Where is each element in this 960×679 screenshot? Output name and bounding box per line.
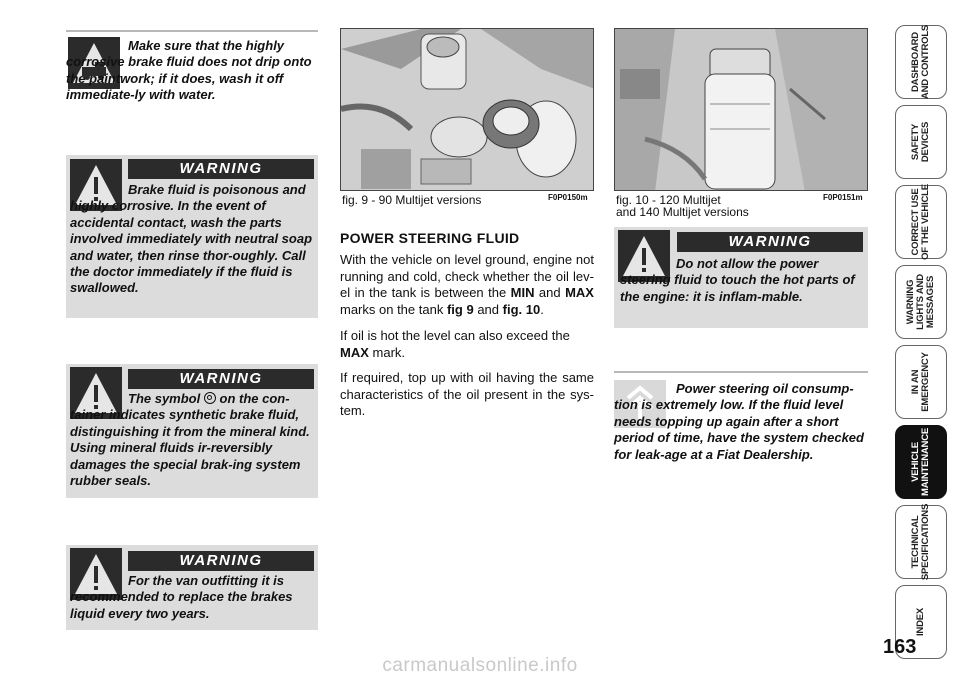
p2-text-b: mark.: [372, 344, 406, 360]
tab-label: INDEX: [915, 607, 926, 637]
tab-label: WARNING LIGHTS AND MESSAGES: [905, 274, 936, 330]
figure-9-caption: fig. 9 - 90 Multijet versions: [342, 193, 482, 207]
fig-9-ref: fig 9: [446, 301, 474, 317]
max-mark: MAX: [565, 285, 594, 300]
watermark: carmanualsonline.info: [382, 655, 578, 676]
tab-label: TECHNICAL SPECIFICATIONS: [910, 503, 931, 581]
warning-text-2-a: The symbol: [128, 391, 201, 406]
synthetic-fluid-symbol-icon: [204, 392, 216, 404]
figure-10-caption-line2: and 140 Multijet versions: [616, 205, 749, 219]
warning-heading-3: WARNING: [128, 551, 314, 571]
tab-label: IN AN EMERGENCY: [910, 352, 931, 412]
tab-dashboard-and-controls[interactable]: [895, 25, 947, 99]
warning-text-1: Brake fluid is poisonous and highly corrosive. In the event of accidental contact, wash the parts involved immediately with neutral soap and water, then rinse thor-oughly. Call the doctor immediately if the fluid is swallowed.: [70, 182, 313, 296]
paragraph-3: If required, top up with oil having the same characteristics of the oil present in the sys-tem.: [340, 370, 594, 418]
p1-and-2: and: [477, 301, 500, 317]
p1-text-b: marks on the tank: [340, 301, 444, 317]
page-number: 163: [883, 636, 917, 658]
figure-10-caption-line1: fig. 10 - 120 Multijet: [616, 193, 721, 207]
figure-9-photo: [340, 28, 594, 191]
tab-label: CORRECT USE OF THE VEHICLE: [910, 184, 931, 260]
tab-vehicle-maintenance[interactable]: [895, 425, 947, 499]
p1-and-1: and: [538, 285, 561, 300]
tab-label: SAFETY DEVICES: [910, 121, 931, 163]
tab-in-an-emergency[interactable]: [895, 345, 947, 419]
min-mark: MIN: [510, 285, 535, 300]
paragraph-1: [340, 252, 594, 318]
tab-safety-devices[interactable]: [895, 105, 947, 179]
tab-label: DASHBOARD AND CONTROLS: [910, 24, 931, 100]
caution-top-rule: [66, 30, 318, 32]
right-warning-text: Do not allow the power steering fluid to touch the hot parts of the engine: it is inflam-mable.: [620, 256, 855, 304]
tab-warning-lights-and-messages[interactable]: [895, 265, 947, 339]
warning-text-2-b: on the con-tainer indicates synthetic brake fluid, distinguishing it from the mineral kind. Using mineral fluids ir-reversibly damages the special brak-ing system rubber seals.: [70, 391, 310, 489]
p2-max-mark: MAX: [340, 344, 369, 360]
warning-text-2: [70, 391, 316, 489]
warning-heading-2: WARNING: [128, 369, 314, 389]
section-title: POWER STEERING FLUID: [340, 230, 520, 246]
p2-text-a: If oil is hot the level can also exceed the: [340, 328, 570, 343]
p1-dot: .: [540, 301, 544, 317]
note-top-rule: [614, 371, 868, 373]
warning-text-3: For the van outfitting it is recommended to replace the brakes liquid every two years.: [70, 573, 293, 621]
caution-text-body: Make sure that the highly corrosive brake fluid does not drip onto the paintwork; if it does, wash it off immediate-ly with water.: [66, 38, 312, 103]
tab-correct-use-of-the-vehicle[interactable]: [895, 185, 947, 259]
fig-10-ref: fig. 10: [502, 301, 541, 317]
right-warning-heading: WARNING: [677, 232, 863, 252]
figure-10-photo: [614, 28, 868, 191]
warning-heading-1: WARNING: [128, 159, 314, 179]
paragraph-2: [340, 328, 594, 361]
caution-text: [66, 38, 320, 122]
tab-technical-specifications[interactable]: [895, 505, 947, 579]
figure-9-code: F0P0150m: [548, 193, 588, 202]
p1-text-a: With the vehicle on level ground, engine not running and cold, check whether the oil lev-el in the tank is between the: [340, 252, 594, 300]
note-text: Power steering oil consump-tion is extremely low. If the fluid level needs topping up again after a short period of time, have the system checked for leak-age at a Fiat Dealership.: [614, 381, 864, 462]
figure-10-code: F0P0151m: [823, 193, 863, 202]
tab-label: VEHICLE MAINTENANCE: [910, 428, 931, 496]
